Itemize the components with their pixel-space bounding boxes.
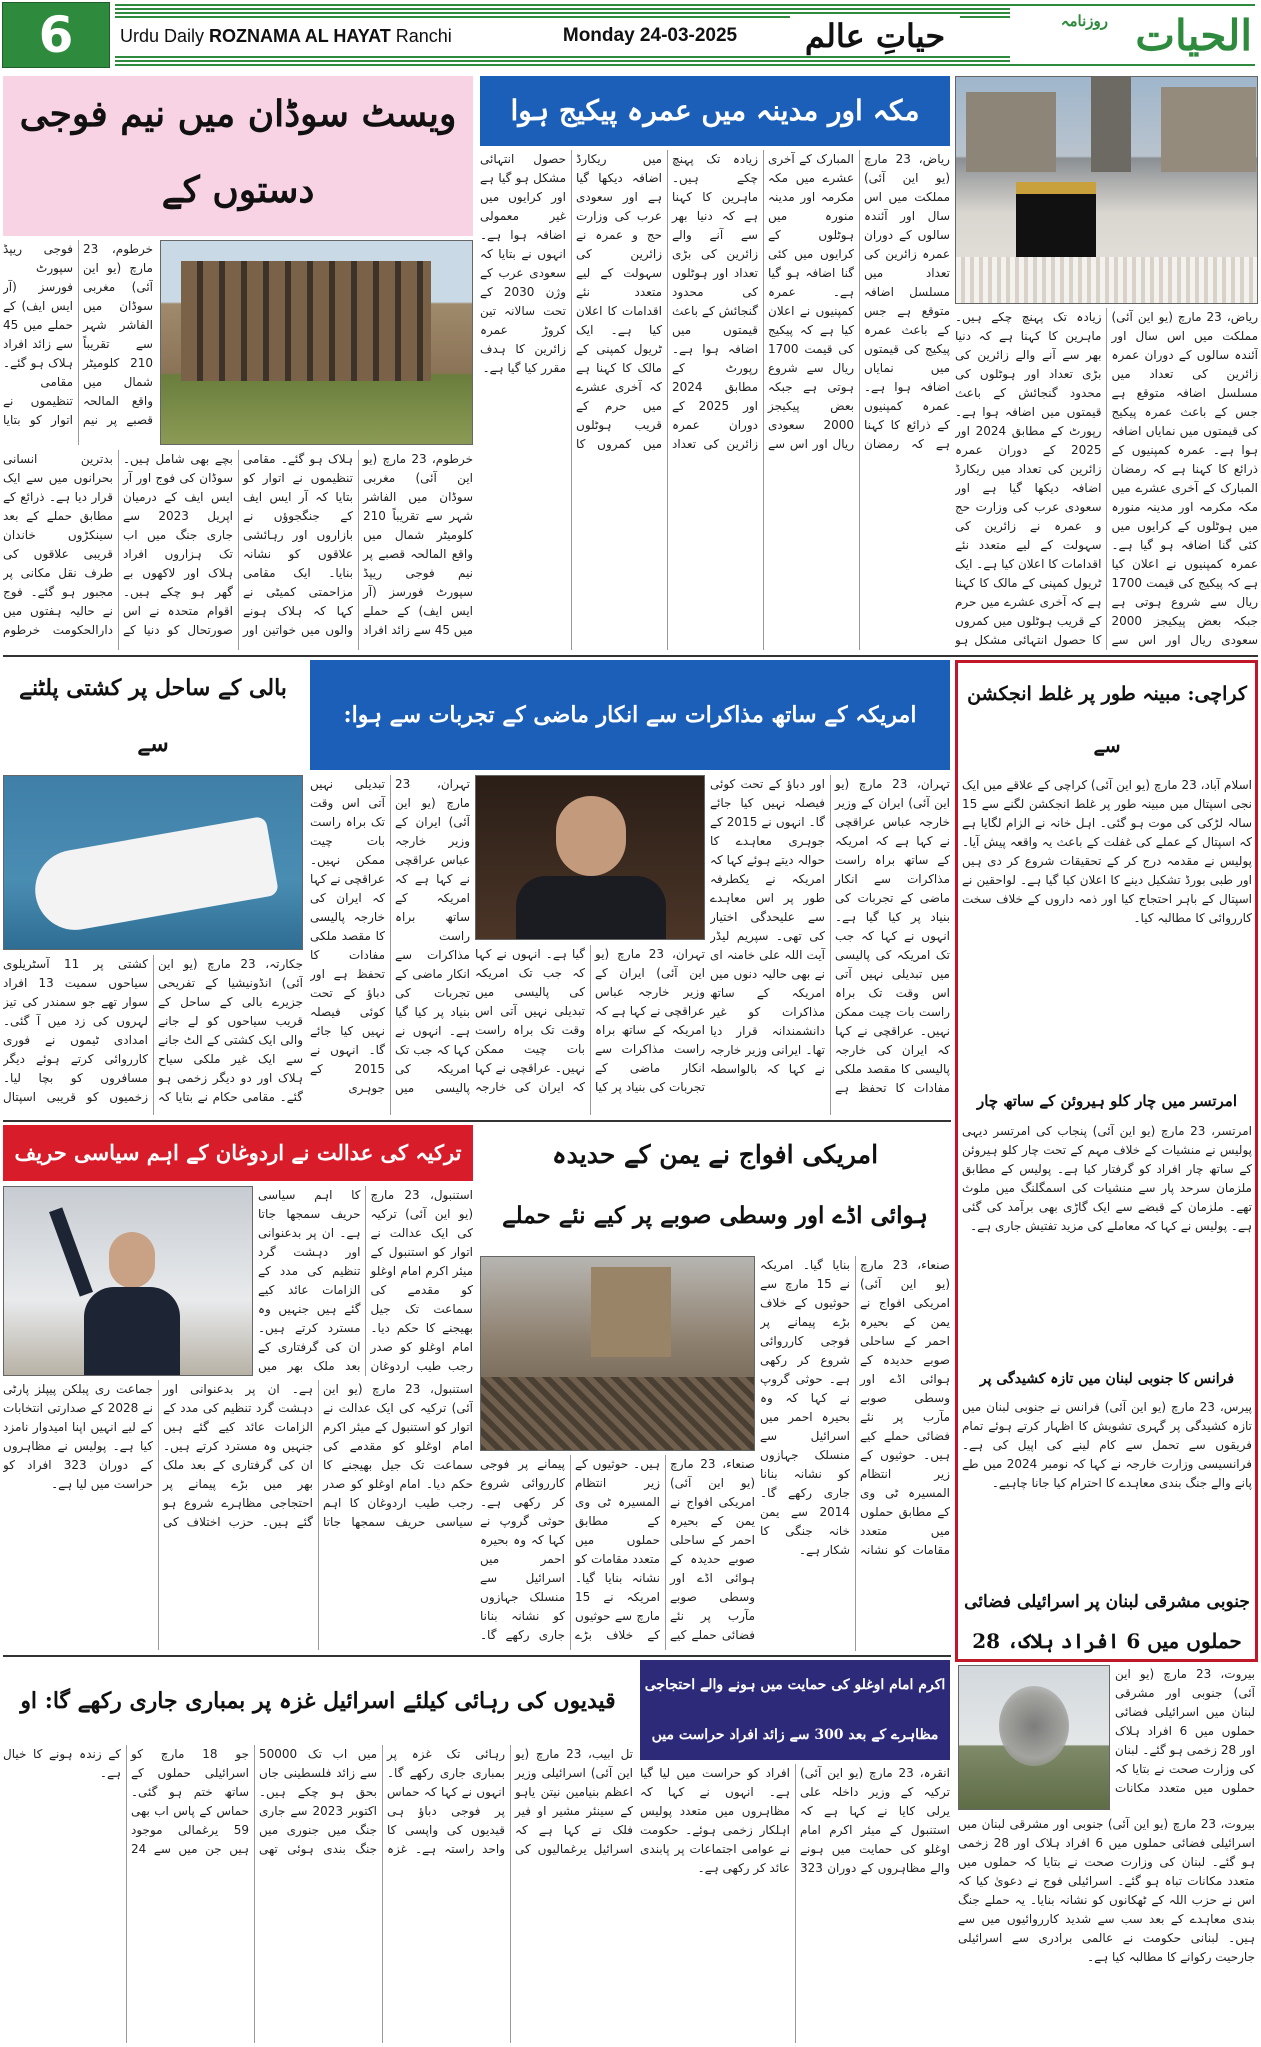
yemen-airstrike-photo [480,1256,755,1451]
raised-arm-shape [49,1207,93,1296]
yemen-body: صنعاء، 23 مارچ (یو این آئی) امریکی افواج نے یمن کے بحیرہ احمر کے ساحلی صوبے حدیدہ کے ہوائی اڈے اور وسطی صوبے مآرب پر نئے فضائی حملے کیے ہیں۔ حوثیوں کے زیر انتظام المسیرہ ٹی وی کے مطابق حملوں میں متعدد مقامات کو نشانہ بنایا گیا۔ امریکہ نے 15 مارچ سے حوثیوں کے خلاف بڑے پیمانے پر فوجی کارروائی شروع کر رکھی ہے۔ حوثی گروپ نے کہا کہ وہ بحیرہ احمر میں اسرائیل سے منسلک جہازوں کو نشانہ بنانا جاری رکھے گا۔ [480,1457,755,1642]
karachi-headline [962,668,1252,772]
section-title: حیاتِ عالم [790,16,960,56]
yemen-headline-line2: ہوائی اڈے اور وسطی صوبے پر کیے نئے حملے [502,1202,928,1229]
rule-row1 [3,655,1258,657]
rubble-shape [481,1377,755,1451]
bali-headline-line1: بالی کے ساحل پر کشتی پلٹنے سے [19,675,287,757]
iran-headline: امریکہ کے ساتھ مذاکرات سے انکار ماضی کے تجربات سے ہوا: [310,660,950,770]
portrait-head-shape [556,796,626,876]
sudan-headline-line1: ویسٹ سوڈان میں نیم فوجی دستوں کے [19,93,457,211]
speaker-body-shape [84,1287,180,1376]
paper-name: ROZNAMA AL HAYAT [209,26,391,46]
speaker-head-shape [109,1232,155,1288]
rule-row3 [3,1655,951,1657]
bali-body: جکارتہ، 23 مارچ (یو این آئی) انڈونیشیا کے تفریحی جزیرے بالی کے ساحل کے قریب سیاحوں کو لے جانے والی ایک کشتی کے الٹ جانے سے ایک غیر ملکی سیاح ہلاک اور دو دیگر زخمی ہو گئے۔ مقامی حکام نے بتایا کہ کشتی پر 11 آسٹریلوی سیاحوں سمیت 13 افراد سوار تھے جو سمندر کی تیز لہروں کی زد میں آ گئی۔ امدادی ٹیموں نے فوری کارروائی کرتے ہوئے دیگر مسافروں کو بچا لیا۔ زخمیوں کو قریبی اسپتال [3,957,303,1104]
damaged-building-shape [591,1267,671,1357]
sudan-body-top: خرطوم، 23 مارچ (یو این آئی) مغربی سوڈان میں الفاشر شہر سے تقریباً 210 کلومیٹر شمال میں واقع المالحہ قصبے پر نیم فوجی ریپڈ سپورٹ فورسز (آر ایس ایف) کے حملے میں 45 سے زائد افراد ہلاک ہو گئے۔ مقامی تنظیموں نے اتوار کو بتایا [3,242,153,427]
sudan-ruins-photo [160,240,473,445]
iran-body-bottom: تہران، 23 مارچ (یو این آئی) ایران کے وزیر خارجہ عباس عراقچی نے کہا ہے کہ امریکہ کے ساتھ براہ راست مذاکرات سے انکار ماضی کے تجربات کی بنیاد پر کیا گیا ہے۔ انہوں نے کہا کہ جب تک امریکہ کی پالیسی میں تبدیلی نہیں آتی اس وقت تک براہ راست بات چیت ممکن نہیں۔ عراقچی نے کہا کہ ایران کی خارجہ [475,947,705,1094]
portrait-suit-shape [516,876,666,940]
sudan-headline-line2 [3,228,473,236]
sudan-body: خرطوم، 23 مارچ (یو این آئی) مغربی سوڈان میں الفاشر شہر سے تقریباً 210 کلومیٹر شمال میں واقع المالحہ قصبے پر نیم فوجی ریپڈ سپورٹ فورسز (آر ایس ایف) کے حملے میں 45 سے زائد افراد ہلاک ہو گئے۔ مقامی تنظیموں نے اتوار کو بتایا کہ آر ایس ایف کے جنگجوؤں نے بازاروں اور رہائشی علاقوں کو نشانہ بنایا۔ ایک مقامی مزاحمتی کمیٹی نے کہا کہ ہلاک ہونے والوں میں خواتین اور بچے بھی شامل ہیں۔ سوڈان کی فوج اور آر ایس ایف کے درمیان اپریل 2023 سے جاری جنگ میں اب تک ہزاروں افراد ہلاک اور لاکھوں بے گھر ہو چکے ہیں۔ اقوام متحدہ نے اس صورتحال کو دنیا کے بدترین انسانی بحرانوں میں سے ایک قرار دیا ہے۔ ذرائع کے مطابق حملے کے بعد سینکڑوں خاندان قریبی علاقوں کی طرف نقل مکانی پر مجبور ہو گئے۔ فوج نے حالیہ ہفتوں میں دارالحکومت خرطوم [3,452,473,637]
iran-body-right: تہران، 23 مارچ (یو این آئی) ایران کے وزیر خارجہ عباس عراقچی نے کہا ہے کہ امریکہ کے ساتھ براہ راست مذاکرات سے انکار ماضی کے تجربات کی بنیاد پر کیا گیا ہے۔ انہوں نے کہا کہ جب تک امریکہ کی پالیسی میں تبدیلی نہیں آتی اس وقت تک براہ راست بات چیت ممکن نہیں۔ عراقچی نے کہا کہ ایران کی خارجہ پالیسی کا مقصد ملکی مفادات کا تحفظ ہے اور دباؤ کے تحت کوئی فیصلہ نہیں کیا جائے گا۔ انہوں نے 2015 کے جوہری معاہدے کا حوالہ دیتے ہوئے کہا کہ امریکہ نے یکطرفہ طور پر اس معاہدے سے علیحدگی اختیار کی تھی۔ سپریم لیڈر آیت اللہ علی خامنہ ای نے بھی حالیہ دنوں میں امریکہ کے ساتھ مذاکرات کو غیر دانشمندانہ قرار دیا تھا۔ ایرانی وزیر خارجہ نے کہا کہ بالواسطہ [710,777,950,1095]
amritsar-body: امرتسر، 23 مارچ (یو این آئی) پنجاب کی امرتسر دیہی پولیس نے منشیات کے خلاف مہم کے تحت چار کلو ہیروئن کے ساتھ چار افراد کو گرفتار کیا ہے۔ پولیس کے مطابق ملزمان سرحد پار سے منشیات کی اسمگلنگ میں ملوث تھے۔ ملزمان کے قبضے سے ایک گاڑی بھی برآمد کی گئی ہے۔ پولیس نے کہا کہ معاملے کی مزید تفتیش جاری ہے۔ [962,1124,1252,1233]
umrah-headline: مکہ اور مدینہ میں عمرہ پیکیج ہوا [480,76,950,146]
umrah-body: ریاض، 23 مارچ (یو این آئی) مملکت میں اس سال اور آئندہ سالوں کے دوران عمرہ زائرین کی تعداد میں مسلسل اضافہ متوقع ہے جس کے باعث عمرہ پیکیج کی قیمتوں میں نمایاں اضافہ ہوا ہے۔ عمرہ کمپنیوں کے ذرائع کا کہنا ہے کہ رمضان المبارک کے آخری عشرے میں مکہ مکرمہ اور مدینہ منورہ میں ہوٹلوں کے کرایوں میں کئی گنا اضافہ ہو گیا ہے۔ عمرہ کمپنیوں نے اعلان کیا ہے کہ پیکیج کی قیمت 1700 ریال سے شروع ہوتی ہے جبکہ بعض پیکیجز 2000 سعودی ریال اور اس سے زیادہ تک پہنچ چکے ہیں۔ ماہرین کا کہنا ہے کہ دنیا بھر سے آنے والے زائرین کی بڑی تعداد اور ہوٹلوں کی محدود گنجائش کے باعث قیمتوں میں اضافہ ہوا ہے۔ رپورٹ کے مطابق 2024 اور 2025 کے دوران عمرہ زائرین کی تعداد میں ریکارڈ اضافہ دیکھا گیا ہے اور سعودی عرب کی وزارت حج و عمرہ نے زائرین کی سہولت کے لیے متعدد نئے اقدامات کا اعلان کیا ہے۔ ایک ٹریول کمپنی کے مالک کا کہنا ہے کہ آخری عشرے میں حرم کے قریب ہوٹلوں میں کمروں کا حصول انتہائی مشکل ہو گیا ہے اور کرایوں میں غیر معمولی اضافہ ہوا ہے۔ انہوں نے بتایا کہ سعودی عرب کے وژن 2030 کے تحت سالانہ تین کروڑ عمرہ زائرین کا ہدف مقرر کیا گیا ہے۔ [480,152,950,451]
clock-tower-shape [1091,77,1131,172]
paper-logo [1010,8,1258,64]
bali-headline [3,660,303,770]
lebanon-headline-line2: حملوں میں 6 افراد ہلاک، 28 [972,1629,1242,1653]
france-headline: فرانس کا جنوبی لبنان میں تازہ کشیدگی پر [979,1371,1235,1387]
amritsar-headline: امرتسر میں چار کلو ہیروئن کے ساتھ چار [976,1092,1238,1110]
turkey-body-top: استنبول، 23 مارچ (یو این آئی) ترکیہ کی ایک عدالت نے اتوار کو استنبول کے میئر اکرم امام اوغلو کو مقدمے کی سماعت تک جیل بھیجنے کا حکم دیا۔ امام اوغلو کو صدر رجب طیب اردوغان کا اہم سیاسی حریف سمجھا جاتا ہے۔ ان پر بدعنوانی اور دہشت گرد تنظیم کی مدد کے الزامات عائد کیے گئے ہیں جنہیں وہ مسترد کرتے ہیں۔ ان کی گرفتاری کے بعد ملک بھر میں [258,1188,473,1373]
kaaba-photo [955,76,1258,304]
yemen-headline [480,1125,950,1251]
paper-city: Ranchi [395,26,452,46]
boat-shape [29,816,279,936]
araghchi-photo [475,775,705,940]
hotel-tower-right [1161,87,1256,172]
logo-small: روزنامہ [1060,12,1108,30]
yemen-body-right: صنعاء، 23 مارچ (یو این آئی) امریکی افواج نے یمن کے بحیرہ احمر کے ساحلی صوبے حدیدہ کے ہوائی اڈے اور وسطی صوبے مآرب پر نئے فضائی حملے کیے ہیں۔ حوثیوں کے زیر انتظام المسیرہ ٹی وی کے مطابق حملوں میں متعدد مقامات کو نشانہ بنایا گیا۔ امریکہ نے 15 مارچ سے حوثیوں کے خلاف بڑے پیمانے پر فوجی کارروائی شروع کر رکھی ہے۔ حوثی گروپ نے کہا کہ وہ بحیرہ احمر میں اسرائیل سے منسلک جہازوں کو نشانہ بنانا جاری رکھے گا۔ 2014 سے یمن خانہ جنگی کا شکار ہے۔ [760,1258,950,1557]
crowd-shape [956,257,1258,304]
iran-body-left: تہران، 23 مارچ (یو این آئی) ایران کے وزیر خارجہ عباس عراقچی نے کہا ہے کہ امریکہ کے ساتھ براہ راست مذاکرات سے انکار ماضی کے تجربات کی بنیاد پر کیا گیا ہے۔ انہوں نے کہا کہ جب تک امریکہ کی پالیسی میں تبدیلی نہیں آتی اس وقت تک براہ راست بات چیت ممکن نہیں۔ عراقچی نے کہا کہ ایران کی خارجہ پالیسی کا مقصد ملکی مفادات کا تحفظ ہے اور دباؤ کے تحت کوئی فیصلہ نہیں کیا جائے گا۔ انہوں نے 2015 کے جوہری [310,777,470,1095]
page-number-box [2,2,110,68]
smoke-plume-shape [999,1686,1069,1766]
imamoglu-photo [3,1186,253,1376]
turkey-headline: ترکیہ کی عدالت نے اردوغان کے اہم سیاسی حریف [3,1125,473,1181]
protest-body: انقرہ، 23 مارچ (یو این آئی) ترکیہ کے وزیر داخلہ علی یرلی کایا نے کہا ہے کہ استنبول کے میئر اکرم امام اوغلو کی حمایت میں ہونے والے مظاہروں کے دوران 323 افراد کو حراست میں لیا گیا ہے۔ انہوں نے کہا کہ مظاہروں میں متعدد پولیس اہلکار زخمی ہوئے۔ حکومت نے عوامی اجتماعات پر پابندی عائد کر رکھی ہے۔ [640,1766,950,1875]
protest-headline-line2: مظاہرے کے بعد 300 سے زائد افراد حراست میں [651,1727,939,1743]
capsized-boat-photo [3,775,303,950]
lebanon-headline-line1: جنوبی مشرقی لبنان پر اسرائیلی فضائی [964,1592,1250,1612]
sudan-headline [3,76,473,236]
lebanon-headline [962,1582,1252,1660]
issue-date: Monday 24-03-2025 [540,20,760,52]
yemen-headline-line1: امریکی افواج نے یمن کے حدیدہ [551,1140,879,1169]
paper-label: Urdu Daily [120,26,205,46]
lebanon-body-top: بیروت، 23 مارچ (یو این آئی) جنوبی اور مشرقی لبنان میں اسرائیلی فضائی حملوں میں 6 افراد ہلاک اور 28 زخمی ہو گئے۔ لبنان کی وزارت صحت نے بتایا کہ حملوں میں متعدد مکانات [1115,1667,1255,1795]
lebanon-body: بیروت، 23 مارچ (یو این آئی) جنوبی اور مشرقی لبنان میں اسرائیلی فضائی حملوں میں 6 افراد ہلاک اور 28 زخمی ہو گئے۔ لبنان کی وزارت صحت نے بتایا کہ حملوں میں متعدد مکانات تباہ ہو گئے۔ اسرائیلی فوج نے دعویٰ کیا کہ اس نے حزب اللہ کے ٹھکانوں کو نشانہ بنایا۔ یہ حملے جنگ بندی معاہدے کے بعد سب سے شدید کارروائیوں میں سے ہیں۔ لبنانی حکومت نے عالمی برادری سے اسرائیلی جارحیت رکوانے کا مطالبہ کیا ہے۔ [958,1817,1255,1964]
rule-row2 [3,1120,951,1122]
logo-main: الحیات [1135,11,1252,60]
page-number: 6 [38,6,74,64]
karachi-headline-line1: کراچی: مبینہ طور پر غلط انجکشن سے [967,683,1247,757]
ruined-building-shape [181,261,431,381]
france-body: پیرس، 23 مارچ (یو این آئی) فرانس نے جنوبی لبنان میں تازہ کشیدگی پر گہری تشویش کا اظہار کرتے ہوئے تمام فریقوں سے تحمل سے کام لینے کی اپیل کی ہے۔ فرانسیسی وزارت خارجہ نے کہا کہ نومبر 2024 میں طے پانے والے جنگ بندی معاہدے کا احترام کیا جانا چاہیے۔ [962,1400,1252,1490]
turkey-body: استنبول، 23 مارچ (یو این آئی) ترکیہ کی ایک عدالت نے اتوار کو استنبول کے میئر اکرم امام اوغلو کو مقدمے کی سماعت تک جیل بھیجنے کا حکم دیا۔ امام اوغلو کو صدر رجب طیب اردوغان کا اہم سیاسی حریف سمجھا جاتا ہے۔ ان پر بدعنوانی اور دہشت گرد تنظیم کی مدد کے الزامات عائد کیے گئے ہیں جنہیں وہ مسترد کرتے ہیں۔ ان کی گرفتاری کے بعد ملک بھر میں بڑے پیمانے پر احتجاجی مظاہرے شروع ہو گئے ہیں۔ حزب اختلاف کی جماعت ری پبلکن پیپلز پارٹی نے 2028 کے صدارتی انتخابات کے لیے انہیں اپنا امیدوار نامزد کیا ہے۔ پولیس نے مظاہروں کے دوران 323 افراد کو حراست میں لیا ہے۔ [3,1382,473,1529]
gaza-body: تل ابیب، 23 مارچ (یو این آئی) اسرائیلی وزیر اعظم بنیامین نیتن یاہو کے سینئر مشیر او فیر فلک نے کہا ہے کہ اسرائیل یرغمالیوں کی رہائی تک غزہ پر بمباری جاری رکھے گا۔ انہوں نے کہا کہ حماس پر فوجی دباؤ ہی قیدیوں کی واپسی کا واحد راستہ ہے۔ غزہ میں اب تک 50000 سے زائد فلسطینی جاں بحق ہو چکے ہیں۔ اکتوبر 2023 سے جاری جنگ میں جنوری میں جنگ بندی ہوئی تھی جو 18 مارچ کو اسرائیلی حملوں کے ساتھ ختم ہو گئی۔ حماس کے پاس اب بھی 59 یرغمالی موجود ہیں جن میں سے 24 کے زندہ ہونے کا خیال ہے۔ [3,1747,633,1856]
gaza-headline: قیدیوں کی رہائی کیلئے اسرائیل غزہ پر بمباری جاری رکھے گا: او [20,1688,616,1714]
umrah-body-cont: ریاض، 23 مارچ (یو این آئی) مملکت میں اس سال اور آئندہ سالوں کے دوران عمرہ زائرین کی تعداد میں مسلسل اضافہ متوقع ہے جس کے باعث عمرہ پیکیج کی قیمتوں میں نمایاں اضافہ ہوا ہے۔ عمرہ کمپنیوں کے ذرائع کا کہنا ہے کہ رمضان المبارک کے آخری عشرے میں مکہ مکرمہ اور مدینہ منورہ میں ہوٹلوں کے کرایوں میں کئی گنا اضافہ ہو گیا ہے۔ عمرہ کمپنیوں نے اعلان کیا ہے کہ پیکیج کی قیمت 1700 ریال سے شروع ہوتی ہے جبکہ بعض پیکیجز 2000 سعودی ریال اور اس سے زیادہ تک پہنچ چکے ہیں۔ ماہرین کا کہنا ہے کہ دنیا بھر سے آنے والے زائرین کی بڑی تعداد اور ہوٹلوں کی محدود گنجائش کے باعث قیمتوں میں اضافہ ہوا ہے۔ رپورٹ کے مطابق 2024 اور 2025 کے دوران عمرہ زائرین کی تعداد میں ریکارڈ اضافہ دیکھا گیا ہے اور سعودی عرب کی وزارت حج و عمرہ نے زائرین کی سہولت کے لیے متعدد نئے اقدامات کا اعلان کیا ہے۔ ایک ٹریول کمپنی کے مالک کا کہنا ہے کہ آخری عشرے میں حرم کے قریب ہوٹلوں میں کمروں کا حصول انتہائی مشکل ہو [955,310,1258,647]
karachi-body: اسلام آباد، 23 مارچ (یو این آئی) کراچی کے علاقے میں ایک نجی اسپتال میں مبینہ طور پر غلط انجکشن لگنے سے 15 سالہ لڑکی کی موت ہو گئی۔ اہل خانہ نے الزام لگایا ہے کہ اسپتال کے عملے کی غفلت کے باعث یہ واقعہ پیش آیا۔ پولیس نے مقدمہ درج کر کے تحقیقات شروع کر دی ہیں اور طبی بورڈ تشکیل دینے کا اعلان کیا گیا ہے۔ لواحقین نے اسپتال کے باہر احتجاج کیا اور ذمہ داروں کے خلاف سخت کارروائی کا مطالبہ کیا۔ [962,778,1252,925]
lebanon-smoke-photo [958,1665,1110,1810]
paper-name-line [120,20,450,52]
protest-headline [640,1660,950,1760]
hotel-tower-left [966,92,1056,172]
protest-headline-line1: اکرم امام اوغلو کی حمایت میں ہونے والے احتجاجی [644,1677,946,1693]
masthead [0,0,1261,72]
